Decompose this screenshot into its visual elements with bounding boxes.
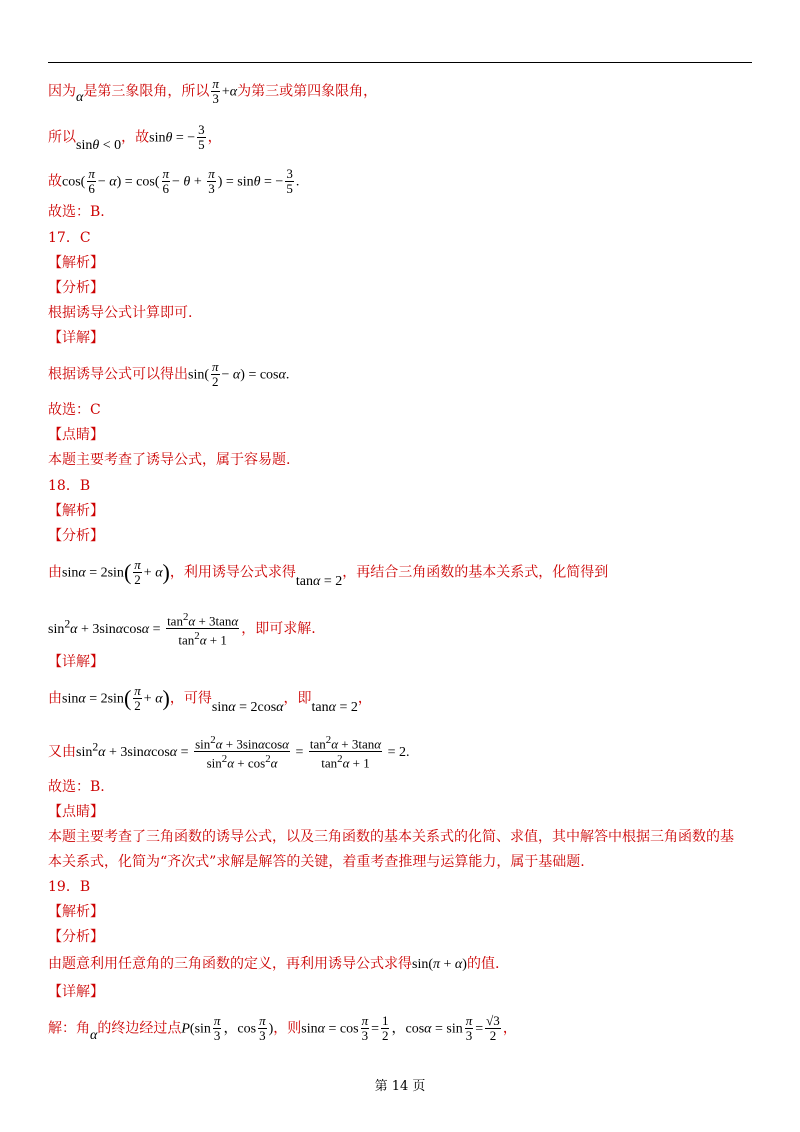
q18-analysis-line1: 由sinα = 2sin( $\frac{\pi}{2}$ + α)，利用诱导公式求得tanα = 2，再结合三角函数的基本关系式，化简得到 bbox=[48, 557, 609, 589]
jiexi-heading-18: 【解析】 bbox=[48, 503, 104, 519]
q18-detail-line2: 又由$\sin^2\alpha + 3\sin\alpha\cos\alpha$ = $\frac{\sin^2\alpha + 3\sin\alpha\cos\alpha}{\sin^2\alpha + \cos^2\alpha}$ = $\frac{\tan^2\alpha + 3\tan\alpha}{\tan^2\alpha + 1}$ = 2. bbox=[48, 734, 410, 771]
fenxi-heading-19: 【分析】 bbox=[48, 929, 104, 945]
question-18-number: 18．B bbox=[48, 478, 91, 494]
fenxi-heading-18: 【分析】 bbox=[48, 528, 104, 544]
q18-detail-line1: 由sinα = 2sin( $\frac{\pi}{2}$ + α)，可得sinα = 2cosα，即tanα = 2， bbox=[48, 683, 372, 715]
xiangjie-heading-19: 【详解】 bbox=[48, 984, 104, 1000]
jiexi-heading-19: 【解析】 bbox=[48, 904, 104, 920]
xiangjie-heading: 【详解】 bbox=[48, 330, 104, 346]
q18-comment-line2: 本关系式，化简为“齐次式”求解是解答的关键，着重考查推理与运算能力，属于基础题. bbox=[48, 854, 585, 870]
q17-analysis: 根据诱导公式计算即可. bbox=[48, 305, 193, 321]
question-17-number: 17．C bbox=[48, 230, 91, 246]
q17-detail: 根据诱导公式可以得出sin( $\frac{\pi}{2}$ − α) = cosα. bbox=[48, 359, 290, 389]
fenxi-heading: 【分析】 bbox=[48, 280, 104, 296]
answer-16: 故选：B. bbox=[48, 204, 105, 220]
line-quadrant: 因为α是第三象限角，所以 $\frac{\pi}{3}$ +α为第三或第四象限角， bbox=[48, 76, 378, 106]
header-rule bbox=[48, 62, 752, 63]
answer-18: 故选：B. bbox=[48, 779, 105, 795]
line-sin-theta: 所以sinθ < 0，故sinθ = − $\frac{3}{5}$ ， bbox=[48, 122, 222, 153]
page-number: 第 14 页 bbox=[374, 1079, 426, 1094]
q19-detail: 解：角α的终边经过点P(sin $\frac{\pi}{3}$ ，cos $\frac{\pi}{3}$ )，则sinα = cos $\frac{\pi}{3}$ = $\frac{1}{2}$ ，cosα = sin $\frac{\pi}{3}$ = $\frac{√3}{2}$ ， bbox=[48, 1013, 517, 1043]
answer-17: 故选：C bbox=[48, 402, 101, 418]
q17-comment: 本题主要考查了诱导公式，属于容易题. bbox=[48, 452, 291, 468]
q19-analysis: 由题意利用任意角的三角函数的定义，再利用诱导公式求得sin(π + α)的值. bbox=[48, 956, 500, 972]
q18-comment-line1: 本题主要考查了三角函数的诱导公式，以及三角函数的基本关系式的化简、求值，其中解答中根据三角函数的基 bbox=[48, 829, 734, 845]
dianjing-heading: 【点睛】 bbox=[48, 427, 104, 443]
jiexi-heading: 【解析】 bbox=[48, 255, 104, 271]
line-cos-result: 故cos( $\frac{\pi}{6}$ − α) = cos( $\frac{\pi}{6}$ − θ + $\frac{\pi}{3}$ ) = sinθ = − $\frac{3}{5}$ . bbox=[48, 166, 300, 196]
q18-analysis-line2: $\sin^2\alpha + 3\sin\alpha\cos\alpha$ = $\frac{\tan^2\alpha + 3\tan\alpha}{\tan^2\alpha + 1}$ ，即可求解. bbox=[48, 611, 316, 648]
xiangjie-heading-18: 【详解】 bbox=[48, 654, 104, 670]
question-19-number: 19．B bbox=[48, 879, 91, 895]
dianjing-heading-18: 【点睛】 bbox=[48, 804, 104, 820]
